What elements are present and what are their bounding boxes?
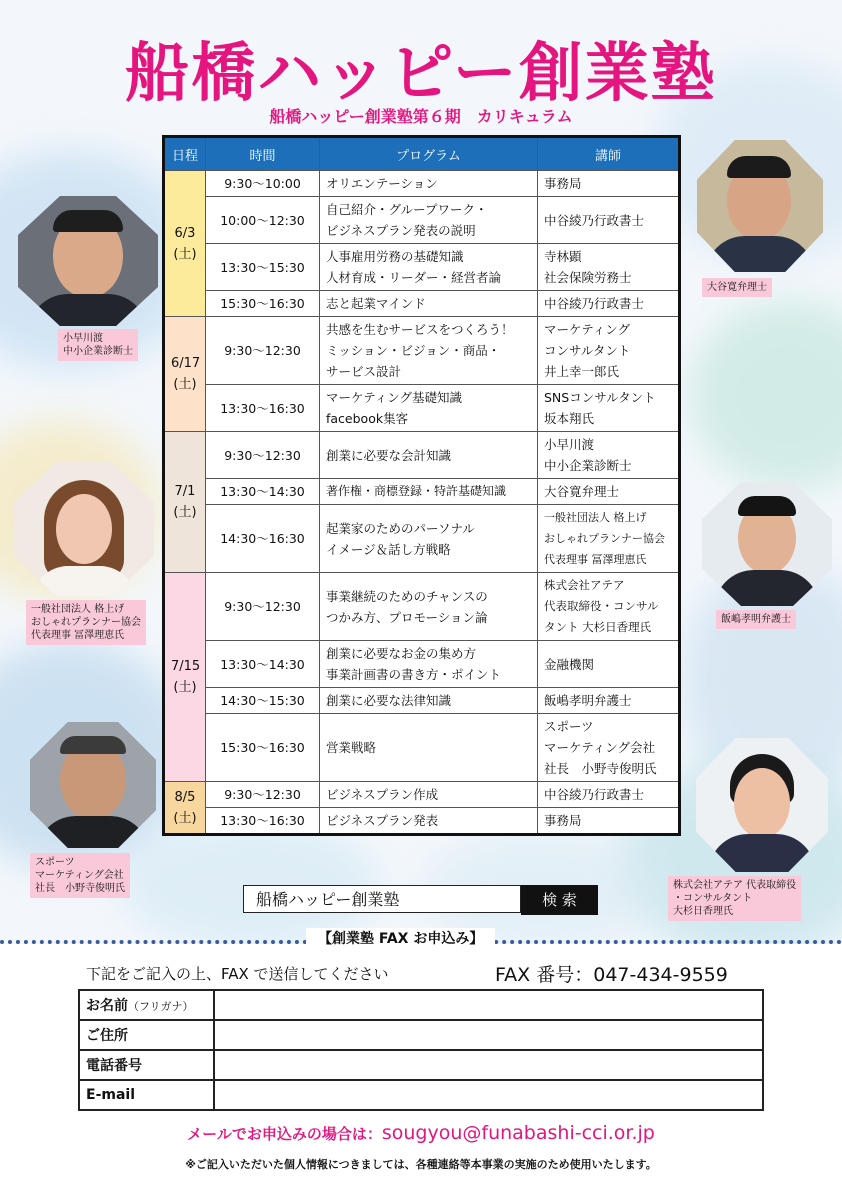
table-row xyxy=(164,479,680,505)
lecturer-line: 事務局 xyxy=(544,813,582,828)
program-line: 共感を生むサービスをつくろう！ xyxy=(326,322,514,337)
speaker-label xyxy=(30,853,130,898)
lecturer-line: タント 大杉日香理氏 xyxy=(544,620,652,634)
time-cell: 13:30～15:30 xyxy=(206,244,320,291)
lecturer-line: 社会保険労務士 xyxy=(544,270,632,285)
search-button[interactable]: 検 索 xyxy=(521,885,598,915)
program-line: 人事雇用労務の基礎知識 xyxy=(326,249,464,264)
lecturer-line: マーケティング xyxy=(544,322,631,337)
lecturer-line: 井上幸一郎氏 xyxy=(544,364,620,379)
date-cell xyxy=(164,317,206,432)
program-cell xyxy=(320,641,538,688)
lecturer-line: 代表理事 冨澤理恵氏 xyxy=(544,553,647,566)
program-cell xyxy=(320,782,538,808)
lecturer-line: スポーツ xyxy=(544,719,594,734)
lecturer-line: 中谷綾乃行政書士 xyxy=(544,212,645,228)
lecturer-line: 坂本翔氏 xyxy=(544,411,595,426)
table-row xyxy=(164,714,680,782)
time-cell: 15:30～16:30 xyxy=(206,291,320,317)
lecturer-cell xyxy=(538,197,680,244)
lecturer-line: コンサルタント xyxy=(544,343,631,358)
program-line: 事業計画書の書き方・ポイント xyxy=(326,667,502,682)
time-cell: 13:30～14:30 xyxy=(206,479,320,505)
time-cell: 9:30～12:30 xyxy=(206,317,320,385)
time-cell: 9:30～12:30 xyxy=(206,432,320,479)
page-subtitle: 船橋ハッピー創業塾第６期 カリキュラム xyxy=(269,107,573,126)
lecturer-line: 代表取締役・コンサル xyxy=(544,599,659,613)
form-row-email xyxy=(79,1080,763,1110)
privacy-note: ※ご記入いただいた個人情報につきましては、各種連絡等本事業の実施のため使用いたします。 xyxy=(185,1158,657,1171)
table-row xyxy=(164,317,680,385)
program-cell xyxy=(320,505,538,573)
speaker-photo-otani xyxy=(697,140,823,272)
program-line: 起業家のためのパーソナル xyxy=(326,520,475,536)
program-line: 創業に必要なお金の集め方 xyxy=(326,646,477,661)
lecturer-cell xyxy=(538,479,680,505)
form-row-phone xyxy=(79,1050,763,1080)
date: 8/5 xyxy=(174,789,196,805)
speaker-label-line: ・コンサルタント xyxy=(673,893,753,904)
time-cell: 14:30～16:30 xyxy=(206,505,320,573)
lecturer-line: 中小企業診断士 xyxy=(544,458,632,473)
lecturer-line: 中谷綾乃行政書士 xyxy=(544,296,645,311)
lecturer-line: SNSコンサルタント xyxy=(544,390,656,405)
table-row xyxy=(164,432,680,479)
speaker-label xyxy=(716,610,796,629)
email-application xyxy=(0,1122,842,1144)
program-line: 人材育成・リーダー・経営者論 xyxy=(326,270,502,285)
lecturer-line: マーケティング会社 xyxy=(544,740,656,755)
page-title: 船橋ハッピー創業塾 xyxy=(125,37,717,111)
col-header-program: プログラム xyxy=(320,137,538,171)
lecturer-line: おしゃれプランナー協会 xyxy=(544,532,665,545)
program-cell xyxy=(320,432,538,479)
lecturer-line: 社長 小野寺俊明氏 xyxy=(544,761,657,776)
date-cell xyxy=(164,171,206,317)
lecturer-cell xyxy=(538,291,680,317)
speaker-label xyxy=(26,600,146,645)
program-cell xyxy=(320,197,538,244)
email-label: E-mail xyxy=(79,1080,214,1110)
date-cell xyxy=(164,573,206,782)
table-row xyxy=(164,244,680,291)
speaker-photo-kobayakawa xyxy=(18,196,158,326)
program-line: オリエンテーション xyxy=(326,176,438,191)
time-cell: 13:30～16:30 xyxy=(206,808,320,835)
name-field[interactable] xyxy=(214,990,763,1020)
time-cell: 13:30～16:30 xyxy=(206,385,320,432)
form-row-name xyxy=(79,990,763,1020)
lecturer-cell xyxy=(538,782,680,808)
date: 6/3 xyxy=(174,225,196,241)
program-cell xyxy=(320,385,538,432)
table-header-row xyxy=(164,137,680,171)
search-box[interactable]: 船橋ハッピー創業塾 xyxy=(243,885,521,913)
program-line: 創業に必要な法律知識 xyxy=(326,693,452,708)
program-cell xyxy=(320,244,538,291)
program-line: facebook集客 xyxy=(326,411,409,426)
program-cell xyxy=(320,808,538,835)
lecturer-line: 飯嶋孝明弁護士 xyxy=(544,693,632,708)
table-row xyxy=(164,573,680,641)
program-line: 営業戦略 xyxy=(326,740,377,755)
lecturer-line: 株式会社アテア xyxy=(544,578,625,592)
weekday: (土) xyxy=(173,246,197,262)
speaker-label-line: 大杉日香理氏 xyxy=(673,906,733,917)
lecturer-cell xyxy=(538,317,680,385)
time-cell: 14:30～15:30 xyxy=(206,688,320,714)
lecturer-cell xyxy=(538,808,680,835)
fax-instruction: 下記をご記入の上、FAX で送信してください xyxy=(86,965,389,983)
time-cell: 10:00～12:30 xyxy=(206,197,320,244)
form-row-address xyxy=(79,1020,763,1050)
date: 7/15 xyxy=(171,659,201,674)
program-line: 創業に必要な会計知識 xyxy=(326,447,452,463)
lecturer-cell xyxy=(538,714,680,782)
speaker-label-line: 中小企業診断士 xyxy=(63,346,133,357)
weekday: (土) xyxy=(173,377,197,392)
table-row xyxy=(164,171,680,197)
speaker-label xyxy=(702,278,772,297)
program-cell xyxy=(320,171,538,197)
lecturer-cell xyxy=(538,505,680,573)
date: 6/17 xyxy=(171,356,201,371)
table-row xyxy=(164,688,680,714)
date: 7/1 xyxy=(174,484,196,499)
table-row xyxy=(164,641,680,688)
table-row xyxy=(164,505,680,573)
lecturer-line: 事務局 xyxy=(544,176,582,191)
date-cell xyxy=(164,782,206,835)
program-line: 自己紹介・グループワーク・ xyxy=(326,202,488,217)
table-row xyxy=(164,291,680,317)
table-row xyxy=(164,197,680,244)
speaker-label-line: マーケティング会社 xyxy=(35,870,124,881)
name-label-text: お名前 xyxy=(86,998,128,1014)
speaker-label xyxy=(58,329,138,361)
time-cell: 9:30～12:30 xyxy=(206,573,320,641)
lecturer-cell xyxy=(538,171,680,197)
table-row xyxy=(164,782,680,808)
email-field[interactable] xyxy=(214,1080,763,1110)
program-line: ビジネスプラン作成 xyxy=(326,787,439,802)
program-cell xyxy=(320,317,538,385)
speaker-label-line: 代表理事 冨澤理恵氏 xyxy=(31,630,125,641)
program-line: 志と起業マインド xyxy=(326,296,426,311)
lecturer-cell xyxy=(538,385,680,432)
lecturer-line: 寺林顕 xyxy=(544,249,582,264)
lecturer-cell xyxy=(538,573,680,641)
program-line: サービス設計 xyxy=(326,364,402,379)
program-cell xyxy=(320,479,538,505)
speaker-label-line: 大谷寛弁理士 xyxy=(707,282,767,293)
time-cell: 13:30～14:30 xyxy=(206,641,320,688)
lecturer-line: 小早川渡 xyxy=(544,437,595,452)
table-row xyxy=(164,808,680,835)
program-cell xyxy=(320,714,538,782)
program-line: マーケティング基礎知識 xyxy=(326,390,463,405)
weekday: (土) xyxy=(173,505,197,520)
weekday: (土) xyxy=(173,680,197,695)
program-line: 著作権・商標登録・特許基礎知識 xyxy=(326,484,507,498)
date-cell xyxy=(164,432,206,573)
speaker-label-line: 小早川渡 xyxy=(63,333,103,344)
program-line: ビジネスプラン発表の説明 xyxy=(326,223,476,238)
program-line: イメージ＆話し方戦略 xyxy=(326,541,451,557)
program-cell xyxy=(320,688,538,714)
col-header-date: 日程 xyxy=(164,137,206,171)
application-form xyxy=(78,989,764,1111)
program-line: つかみ方、プロモーション論 xyxy=(326,609,488,625)
program-line: ビジネスプラン発表 xyxy=(326,813,439,828)
col-header-lecturer: 講師 xyxy=(538,137,680,171)
speaker-label xyxy=(668,876,801,921)
lecturer-cell xyxy=(538,641,680,688)
weekday: (土) xyxy=(173,810,197,826)
lecturer-line: 金融機関 xyxy=(544,656,595,672)
speaker-label-line: おしゃれプランナー協会 xyxy=(31,617,141,628)
fax-number: FAX 番号：047-434-9559 xyxy=(495,964,728,986)
phone-field[interactable] xyxy=(214,1050,763,1080)
speaker-label-line: 株式会社アテア 代表取締役 xyxy=(673,880,797,891)
program-cell xyxy=(320,291,538,317)
time-cell: 9:30～10:00 xyxy=(206,171,320,197)
address-label: ご住所 xyxy=(79,1020,214,1050)
lecturer-line: 中谷綾乃行政書士 xyxy=(544,787,645,802)
speaker-photo-onodera xyxy=(30,722,156,848)
lecturer-cell xyxy=(538,244,680,291)
fax-heading: 【創業塾 FAX お申込み】 xyxy=(306,928,495,950)
program-cell xyxy=(320,573,538,641)
speaker-label-line: 社長 小野寺俊明氏 xyxy=(35,883,125,894)
program-line: 事業継続のためのチャンスの xyxy=(326,588,488,604)
lecturer-cell xyxy=(538,432,680,479)
name-label xyxy=(79,990,214,1020)
furigana-label: （フリガナ） xyxy=(128,1000,194,1013)
speaker-label-line: 飯嶋孝明弁護士 xyxy=(721,614,791,625)
email-application-prefix: メールでお申込みの場合は： xyxy=(187,1125,382,1143)
table-row xyxy=(164,385,680,432)
col-header-time: 時間 xyxy=(206,137,320,171)
email-address-link[interactable]: sougyou@funabashi-cci.or.jp xyxy=(381,1122,655,1144)
lecturer-line: 一般社団法人 格上げ xyxy=(544,511,647,524)
phone-label: 電話番号 xyxy=(79,1050,214,1080)
program-line: ミッション・ビジョン・商品・ xyxy=(326,343,501,358)
lecturer-line: 大谷寛弁理士 xyxy=(544,484,620,499)
time-cell: 15:30～16:30 xyxy=(206,714,320,782)
speaker-label-line: 一般社団法人 格上げ xyxy=(31,604,125,615)
speaker-label-line: スポーツ xyxy=(35,857,75,868)
curriculum-table xyxy=(162,135,681,836)
time-cell: 9:30～12:30 xyxy=(206,782,320,808)
address-field[interactable] xyxy=(214,1020,763,1050)
lecturer-cell xyxy=(538,688,680,714)
